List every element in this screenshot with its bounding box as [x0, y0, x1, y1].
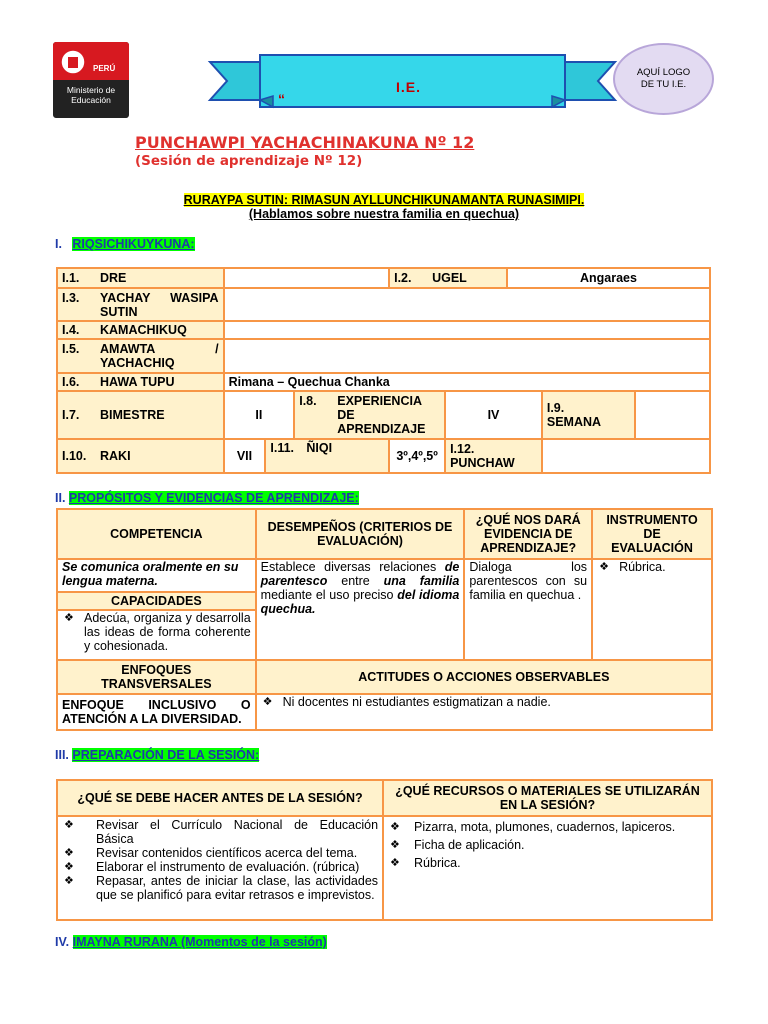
section-2-label: PROPÓSITOS Y EVIDENCIAS DE APRENDIZAJE: [68, 491, 359, 505]
school-name-value[interactable] [224, 288, 710, 321]
header-desempenos: DESEMPEÑOS (CRITERIOS DE EVALUACIÓN) [256, 509, 465, 559]
info-row-teacher [57, 339, 710, 373]
info-row-dre [57, 268, 710, 288]
header-competencia: COMPETENCIA [57, 509, 256, 559]
info-num: I.9. [546, 401, 565, 415]
punchaw-value[interactable] [542, 439, 710, 473]
info-num: I.11. [270, 441, 295, 455]
info-num: I.2. [394, 271, 412, 285]
session-topic-translation: (Hablamos sobre nuestra familia en quechua) [248, 207, 520, 221]
info-label: RAKI [100, 449, 131, 463]
section-3-number: III. [55, 748, 69, 762]
general-info-table [56, 267, 711, 474]
info-num: I.4. [62, 323, 80, 337]
ugel-value[interactable]: Angaraes [507, 268, 710, 288]
header-capacidades: CAPACIDADES [57, 592, 256, 610]
section-1-number: I. [55, 237, 62, 251]
banner-quote-mark: “ [278, 91, 285, 107]
school-logo-placeholder [613, 43, 714, 115]
bimestre-value[interactable]: II [224, 391, 295, 439]
info-row-school [57, 288, 710, 321]
actitud-cell [256, 694, 712, 730]
recurso-item: ❖ Rúbrica. [388, 854, 707, 872]
oval-text: AQUÍ LOGO DE TU I.E. [636, 67, 691, 90]
desempeno-part-d: una familia [383, 574, 460, 588]
desempeno-part-f: del idioma quechua. [260, 588, 460, 616]
header-antes: ¿QUÉ SE DEBE HACER ANTES DE LA SESIÓN? [57, 780, 383, 816]
session-topic-text: RURAYPA SUTIN: RIMASUN AYLLUNCHIKUNAMANTA RUNASIMIPI. [183, 193, 585, 207]
teacher-value[interactable] [224, 339, 710, 373]
actitud-item: ❖ Ni docentes ni estudiantes estigmatizan a nadie. [261, 695, 707, 709]
antes-item: ❖ Revisar contenidos científicos acerca del tema. [62, 846, 378, 860]
info-num: I.5. [62, 342, 80, 356]
banner-ie-label: I.E. [396, 79, 422, 95]
info-label: UGEL [432, 271, 467, 285]
section-2-heading [55, 491, 359, 505]
antes-item: ❖ Repasar, antes de iniciar la clase, las actividades que se planificó para evitar retrasos e imprevistos. [62, 874, 378, 902]
purposes-table [56, 508, 713, 731]
session-topic [0, 193, 768, 207]
section-3-label: PREPARACIÓN DE LA SESIÓN: [72, 748, 260, 762]
experiencia-value[interactable]: IV [445, 391, 542, 439]
info-num: I.1. [62, 271, 80, 285]
header-evidencia: ¿QUÉ NOS DARÁ EVIDENCIA DE APRENDIZAJE? [464, 509, 592, 559]
info-label: AMAWTA / YACHACHIQ [100, 342, 219, 370]
info-label: EXPERIENCIA DE APRENDIZAJE [337, 394, 426, 436]
semana-value[interactable] [635, 391, 710, 439]
desempeno-part-c: entre [327, 574, 384, 588]
preparation-header-row [57, 780, 712, 816]
desempeno-text [256, 559, 465, 660]
preparation-table [56, 779, 713, 921]
logo-country: PERÚ [93, 64, 116, 73]
desempeno-part-a: Establece diversas relaciones [260, 560, 445, 574]
info-num: I.6. [62, 375, 80, 389]
section-3-heading [55, 748, 259, 762]
info-label: BIMESTRE [100, 408, 165, 422]
section-1-label: RIQSICHIKUYKUNA: [72, 237, 195, 251]
coat-of-arms-icon [59, 48, 87, 76]
raki-value[interactable]: VII [224, 439, 266, 473]
section-4-heading [55, 935, 327, 949]
info-num: I.8. [299, 394, 317, 408]
competencia-row [57, 559, 712, 592]
antes-item: ❖ Revisar el Currículo Nacional de Educación Básica [62, 818, 378, 846]
preparation-content-row [57, 816, 712, 920]
desempeno-part-e: mediante el uso preciso [260, 588, 398, 602]
header-actitudes: ACTITUDES O ACCIONES OBSERVABLES [256, 660, 712, 694]
recurso-item: ❖ Pizarra, mota, plumones, cuadernos, lapiceros. [388, 818, 707, 836]
page-subtitle: (Sesión de aprendizaje Nº 12) [135, 153, 363, 169]
capacidad-cell [57, 610, 256, 660]
ministry-logo [53, 42, 129, 118]
grados-value[interactable]: 3º,4º,5º [389, 439, 445, 473]
info-row-area [57, 373, 710, 391]
info-label: HAWA TUPU [100, 375, 175, 389]
info-label: KAMACHIKUQ [100, 323, 187, 337]
info-label: SEMANA [546, 415, 602, 429]
info-row-raki [57, 439, 710, 473]
page-title: PUNCHAWPI YACHACHINAKUNA Nº 12 [135, 133, 475, 152]
info-num: I.7. [62, 408, 80, 422]
recursos-cell [383, 816, 712, 920]
enfoque-row [57, 694, 712, 730]
evidencia-text: Dialoga los parentescos con su familia en quechua . [464, 559, 592, 660]
info-row-bimestre [57, 391, 710, 439]
info-label: DRE [100, 271, 127, 285]
purposes-header-row [57, 509, 712, 559]
area-value[interactable]: Rimana – Quechua Chanka [224, 373, 710, 391]
capacidad-item: ❖ Adecúa, organiza y desarrolla las ideas de forma coherente y cohesionada. [62, 611, 251, 653]
info-label: PUNCHAW [450, 456, 515, 470]
enfoque-text: ENFOQUE INCLUSIVO O ATENCIÓN A LA DIVERSIDAD. [57, 694, 256, 730]
director-value[interactable] [224, 321, 710, 339]
competencia-text: Se comunica oralmente en su lengua materna. [57, 559, 256, 592]
antes-item: ❖ Elaborar el instrumento de evaluación. (rúbrica) [62, 860, 378, 874]
recurso-item: ❖ Ficha de aplicación. [388, 836, 707, 854]
header-recursos: ¿QUÉ RECURSOS O MATERIALES SE UTILIZARÁN EN LA SESIÓN? [383, 780, 712, 816]
info-num: I.10. [62, 449, 87, 463]
header-instrumento: INSTRUMENTO DE EVALUACIÓN [592, 509, 712, 559]
antes-cell [57, 816, 383, 920]
instrumento-item: ❖ Rúbrica. [597, 560, 707, 574]
desempeno-part-b: de parentesco [260, 560, 460, 588]
section-4-number: IV. [55, 935, 70, 949]
section-1-heading [55, 237, 195, 251]
logo-ministry: Ministerio de Educación [66, 85, 116, 105]
info-num: I.3. [62, 290, 80, 305]
dre-value[interactable] [224, 268, 390, 288]
info-num: I.12. [450, 442, 475, 456]
info-row-director [57, 321, 710, 339]
instrumento-cell [592, 559, 712, 660]
header-enfoques: ENFOQUES TRANSVERSALES [57, 660, 256, 694]
section-2-number: II. [55, 491, 66, 505]
info-label: YACHAY WASIPA SUTIN [100, 290, 219, 319]
section-4-label: IMAYNA RURANA (Momentos de la sesión) [72, 935, 327, 949]
enfoques-header-row [57, 660, 712, 694]
info-label: ÑIQI [306, 441, 333, 455]
